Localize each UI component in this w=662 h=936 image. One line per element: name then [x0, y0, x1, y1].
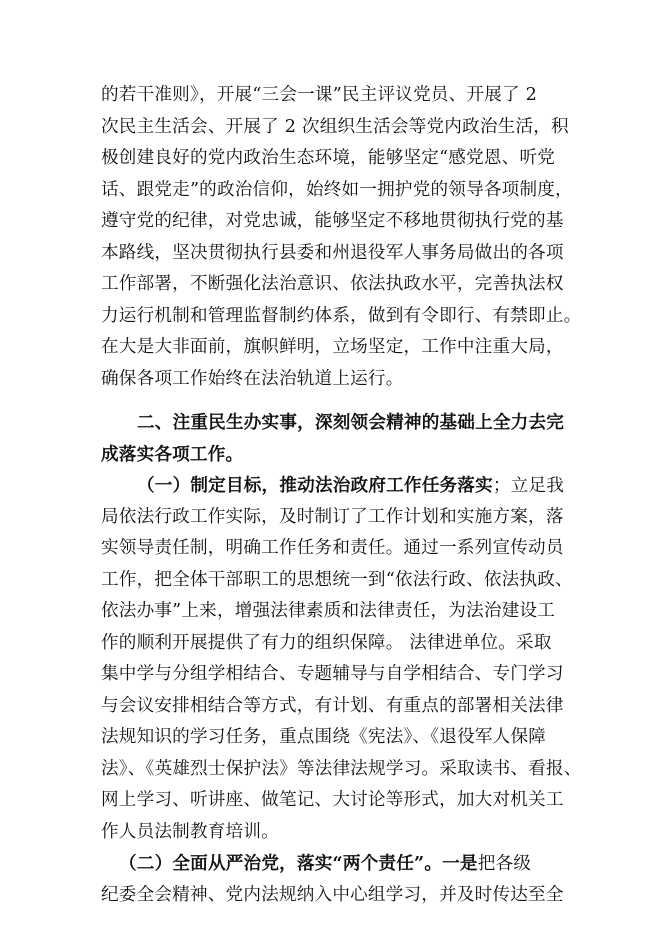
text-line: 极创建良好的党内政治生态环境，能够坚定“感党恩、听党 [101, 148, 556, 168]
text-line: 次民主生活会、开展了 2 次组织生活会等党内政治生活，积 [101, 116, 569, 137]
text-line: 遵守党的纪律，对党忠诚，能够坚定不移地贯彻执行党的基 [101, 211, 564, 231]
subsection-1 [101, 470, 582, 848]
text-line: 力运行机制和管理监督制约体系，做到有令即行、有禁即止。 [101, 305, 582, 326]
subsection-first-line [101, 848, 567, 880]
text-line: 话、跟党走”的政治信仰，始终如一拥护党的领导各项制度， [101, 179, 573, 200]
text-line: 本路线，坚决贯彻执行县委和州退役军人事务局做出的各项 [101, 242, 564, 263]
heading-line: 成落实各项工作。 [101, 443, 244, 465]
text-line: 作的顺利开展提供了有力的组织保障。 法律进单位。采取 [101, 632, 552, 653]
text-line: 与会议安排相结合等方式，有计划、有重点的部署相关法律 [101, 695, 564, 716]
text-line: 在大是大非面前，旗帜鲜明，立场坚定，工作中注重大局， [101, 337, 564, 357]
paragraph-1 [101, 80, 582, 395]
subsection-title: （二）全面从严治党，落实“两个责任”。一是 [119, 853, 478, 874]
text-line: 法规知识的学习任务，重点围绕《宪法》、《退役军人保障 [101, 727, 547, 747]
heading-line: 二、注重民生办实事，深刻领会精神的基础上全力去完 [137, 412, 565, 433]
text-line: 的若干准则》，开展“三会一课”民主评议党员、开展了 2 [101, 85, 538, 105]
subsection-title: （一）制定目标，推动法治政府工作任务落实 [137, 475, 493, 496]
document-page [101, 80, 582, 911]
subsection-2 [101, 848, 567, 911]
text-line: 网上学习、听讲座、做笔记、大讨论等形式，加大对机关工 [101, 790, 564, 810]
text-line: 法》、《英雄烈士保护法》等法律法规学习。采取读书、看报、 [101, 758, 582, 779]
subsection-text: ；立足我 [492, 476, 565, 496]
text-line: 集中学与分组学相结合、专题辅导与自学相结合、专门学习 [101, 664, 564, 684]
paragraph-gap [101, 395, 567, 407]
text-line: 依法办事”上来，增强法律素质和法律责任，为法治建设工 [101, 601, 556, 621]
subsection-first-line [101, 470, 567, 502]
text-line: 工作，把全体干部职工的思想统一到“依法行政、依法执政、 [101, 569, 573, 590]
text-line: 确保各项工作始终在法治轨道上运行。 [101, 368, 404, 389]
text-line: 作人员法制教育培训。 [101, 821, 279, 842]
section-heading-2 [101, 407, 567, 470]
text-line: 局依法行政工作实际，及时制订了工作计划和实施方案，落 [101, 506, 564, 527]
text-line: 工作部署，不断强化法治意识、依法执政水平，完善执法权 [101, 274, 564, 294]
subsection-text: 把各级 [477, 854, 532, 874]
text-line: 实领导责任制，明确工作任务和责任。通过一系列宣传动员 [101, 538, 564, 558]
text-line: 纪委全会精神、党内法规纳入中心组学习，并及时传达至全 [101, 884, 564, 905]
